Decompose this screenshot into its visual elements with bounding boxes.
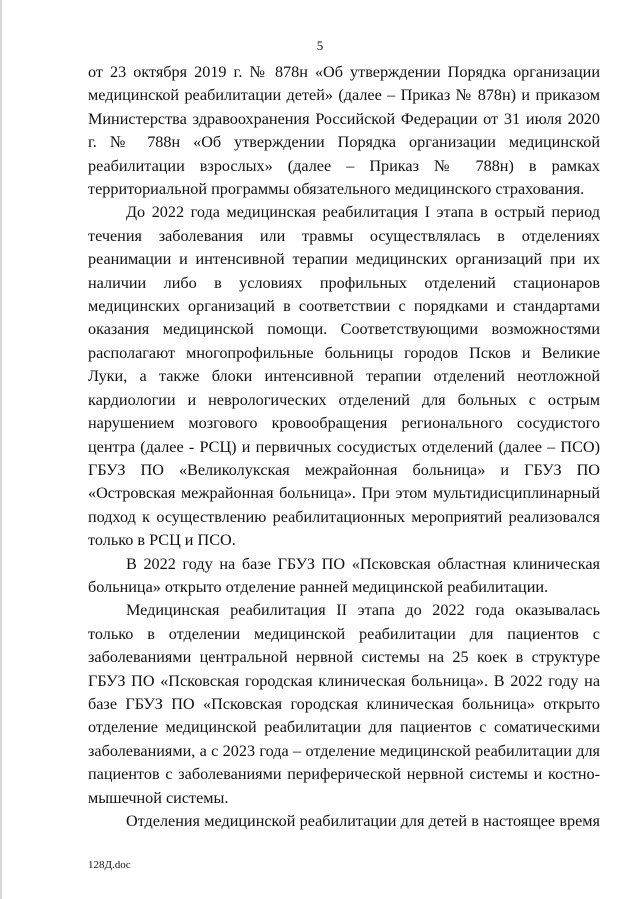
page-number: 5 [316, 38, 324, 53]
paragraph-4: Медицинская реабилитация II этапа до 2022 года оказывалась только в отделении медицинской реабилитации для пациентов с заболеваниями центральной нервной системы на 25 коек в структуре ГБУЗ ПО «Псковская городская клиническая больница». В 2022 году на базе ГБУЗ ПО «Псковская городская клиническая больница» открыто отделение медицинской реабилитации для пациентов с соматическими заболеваниями, а с 2023 года – отделение медицинской реабилитации для пациентов с заболеваниями периферической нервной системы и костно-мышечной системы. [88, 601, 600, 807]
paragraph-5: Отделения медицинской реабилитации для детей в настоящее время [126, 812, 600, 830]
footer-filename: 128Д.doc [88, 859, 131, 871]
document-body [88, 61, 600, 833]
paragraph-3: В 2022 году на базе ГБУЗ ПО «Псковская областная клиническая больница» открыто отделение ранней медицинской реабилитации. [88, 554, 600, 596]
paragraph-1: от 23 октября 2019 г. № 878н «Об утверждении Порядка организации медицинской реабилитации детей» (далее – Приказ № 878н) и приказом Министерства здравоохранения Российской Федерации от 31 июля 2020 г. № 788н «Об утверждении Порядка организации медицинской реабилитации взрослых» (далее – Приказ № 788н) в рамках территориальной программы обязательного медицинского страхования. [88, 63, 600, 199]
scan-edge [0, 0, 2, 899]
paragraph-2: До 2022 года медицинская реабилитация I этапа в острый период течения заболевания или травмы осуществлялась в отделениях реанимации и интенсивной терапии медицинских организаций при их наличии либо в условиях профильных отделений стационаров медицинских организаций в соответствии с порядками и стандартами оказания медицинской помощи. Соответствующими возможностями располагают многопрофильные больницы городов Псков и Великие Луки, а также блоки интенсивной терапии отделений неотложной кардиологии и неврологических отделений для больных с острым нарушением мозгового кровообращения регионального сосудистого центра (далее - РСЦ) и первичных сосудистых отделений (далее – ПСО) ГБУЗ ПО «Великолукская межрайонная больница» и ГБУЗ ПО «Островская межрайонная больница». При этом мультидисциплинарный подход к осуществлению реабилитационных мероприятий реализовался только в РСЦ и ПСО. [88, 203, 600, 550]
